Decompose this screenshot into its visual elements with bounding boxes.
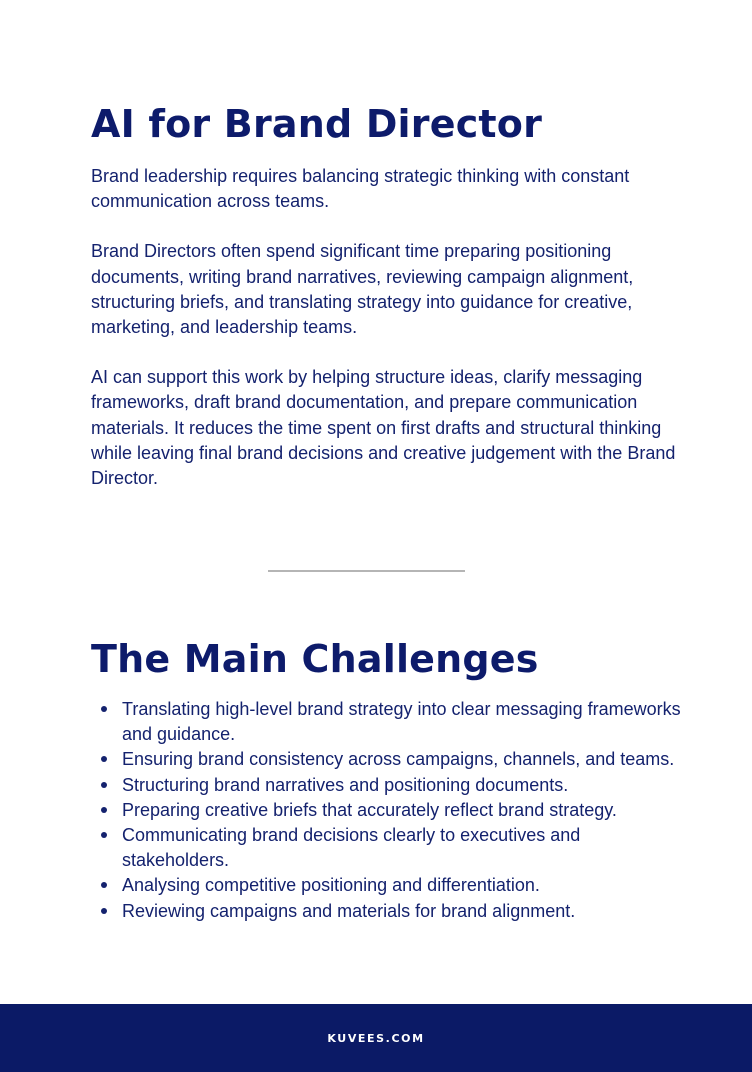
- intro-paragraph: Brand leadership requires balancing strategic thinking with constant communication across teams.: [91, 166, 630, 212]
- bullet-icon: [101, 756, 107, 762]
- section-title-main-challenges: The Main Challenges: [91, 637, 539, 681]
- footer-bar: [0, 1004, 752, 1072]
- list-item-text: Structuring brand narratives and positioning documents.: [122, 774, 569, 795]
- list-item: [91, 773, 691, 798]
- list-item-text: Reviewing campaigns and materials for brand alignment.: [122, 900, 576, 921]
- bullet-icon: [101, 832, 107, 838]
- list-item-text: Preparing creative briefs that accurately reflect brand strategy.: [122, 799, 617, 820]
- intro-text: [91, 164, 691, 516]
- list-item-text: Communicating brand decisions clearly to executives and stakeholders.: [122, 825, 581, 871]
- list-item-text: Translating high-level brand strategy into clear messaging frameworks and guidance.: [122, 699, 681, 745]
- bullet-icon: [101, 882, 107, 888]
- list-item: [91, 798, 691, 823]
- list-item: [91, 697, 691, 747]
- list-item: [91, 747, 691, 772]
- intro-paragraph: Brand Directors often spend significant time preparing positioning documents, writing brand narratives, reviewing campaign alignment, structuring briefs, and translating strategy into guidance for creative, marketing, and leadership teams.: [91, 241, 634, 338]
- list-item-text: Analysing competitive positioning and differentiation.: [122, 875, 540, 896]
- list-item: [91, 899, 691, 924]
- section-divider: [268, 570, 465, 572]
- list-item-text: Ensuring brand consistency across campaigns, channels, and teams.: [122, 749, 675, 770]
- footer-link[interactable]: KUVEES.COM: [327, 1031, 425, 1045]
- section-title-ai-for-brand-director: AI for Brand Director: [91, 102, 543, 146]
- list-item: [91, 823, 691, 873]
- bullet-icon: [101, 782, 107, 788]
- list-item: [91, 873, 691, 898]
- bullet-icon: [101, 807, 107, 813]
- challenges-list: [91, 697, 691, 924]
- bullet-icon: [101, 908, 107, 914]
- intro-paragraph: AI can support this work by helping structure ideas, clarify messaging frameworks, draft brand documentation, and prepare communication materials. It reduces the time spent on first drafts and structural thinking while leaving final brand decisions and creative judgement with the Brand Director.: [91, 367, 676, 489]
- bullet-icon: [101, 706, 107, 712]
